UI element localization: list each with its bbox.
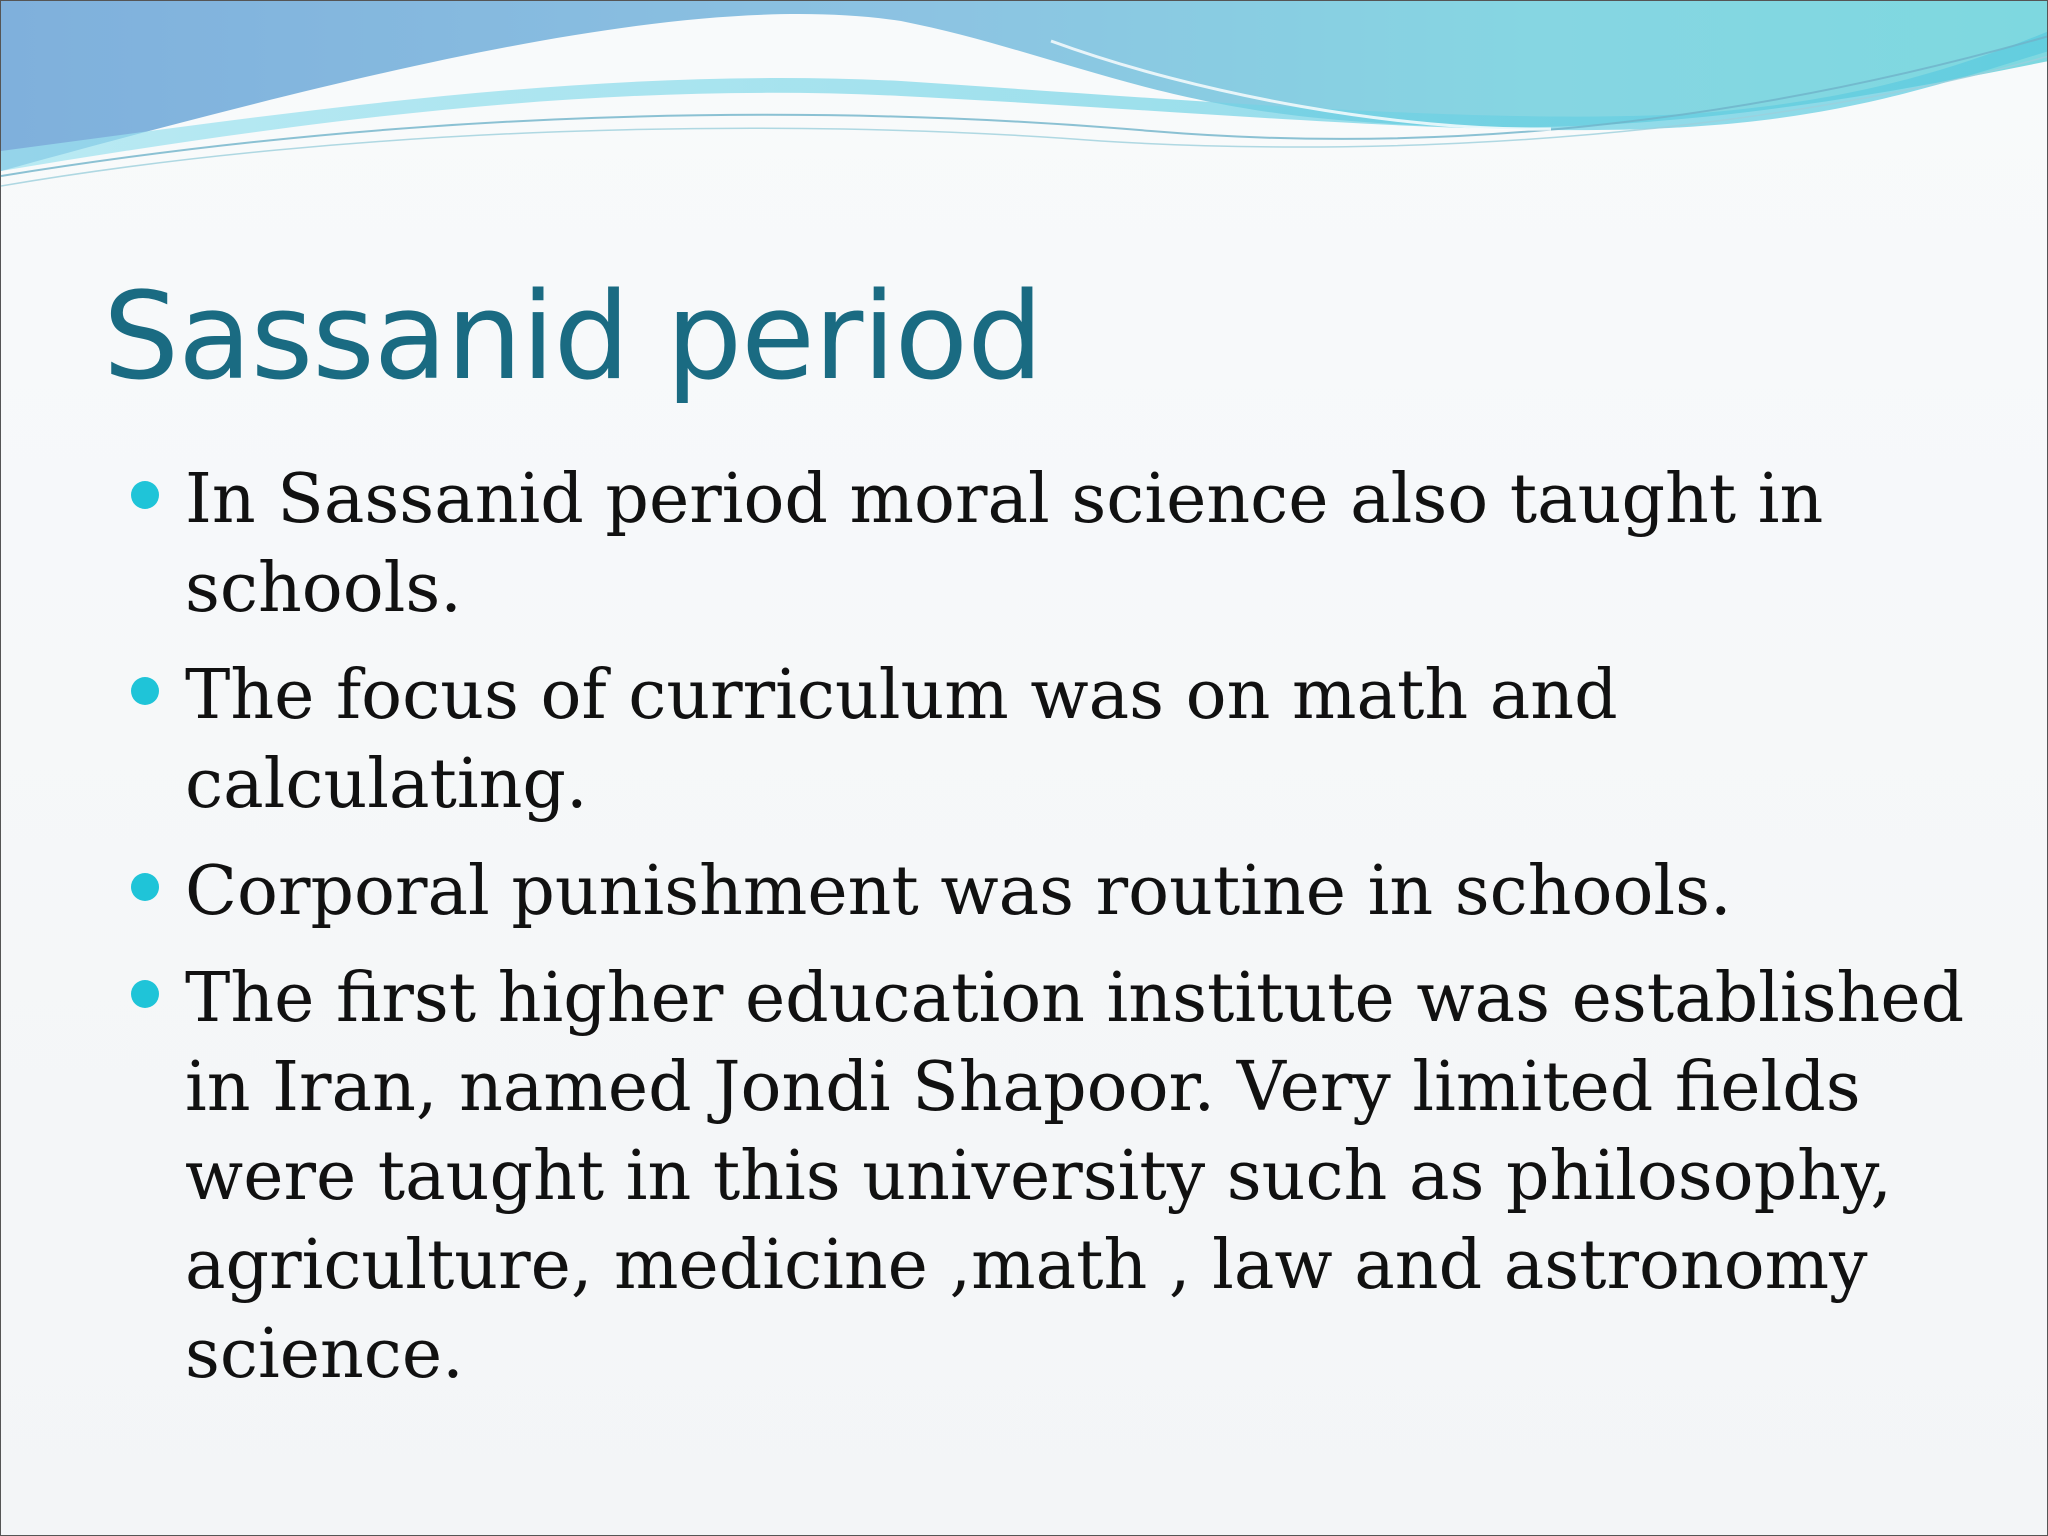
bullet-dot-icon: [131, 677, 159, 705]
bullet-item: [129, 847, 1969, 936]
slide-title: Sassanid period: [103, 268, 1043, 407]
bullet-item: [129, 651, 1969, 829]
bullet-dot-icon: [131, 873, 159, 901]
bullet-item: [129, 954, 1969, 1399]
decorative-wave-header: [1, 1, 2048, 241]
bullet-text: The first higher education institute was established in Iran, named Jondi Shapoor. Very limited fields were taught in this university such as philosophy, agriculture, medicine ,math , law and astronomy science.: [185, 959, 1965, 1394]
bullet-dot-icon: [131, 481, 159, 509]
bullet-text: In Sassanid period moral science also taught in schools.: [185, 460, 1824, 628]
bullet-text: Corporal punishment was routine in schools.: [185, 852, 1732, 931]
bullet-text: The focus of curriculum was on math and calculating.: [185, 656, 1618, 824]
bullet-list: [129, 455, 1969, 1417]
bullet-item: [129, 455, 1969, 633]
bullet-dot-icon: [131, 980, 159, 1008]
